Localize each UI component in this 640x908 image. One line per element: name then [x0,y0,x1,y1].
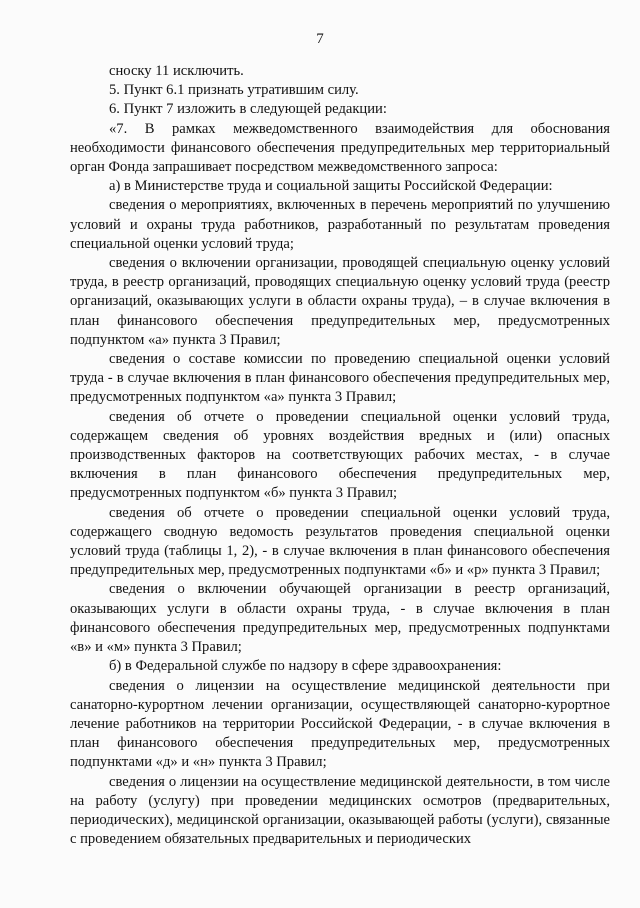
paragraph-commission: сведения о составе комиссии по проведению специальной оценки условий труда - в случае включения в план финансового обеспечения предупредительных мер, предусмотренных подпунктом «а» пункта 3 Правил; [70,351,610,406]
paragraph-clause-7-intro: «7. В рамках межведомственного взаимодействия для обоснования необходимости финансового обеспечения предупредительных мер территориальный орган Фонда запрашивает посредством межведомственного запроса: [70,120,610,176]
document-body [70,62,610,849]
page-number: 7 [316,31,324,47]
paragraph-assessor-registry: сведения о включении организации, проводящей специальную оценку условий труда, в реестр организаций, проводящих специальную оценку условий труда (реестр организаций, оказывающих услуги в области охраны труда), – в случае включения в план финансового обеспечения предупредительных мер, предусмотренных подпунктом «а» пункта 3 Правил; [70,255,610,348]
paragraph-training-org: сведения о включении обучающей организации в реестр организаций, оказывающих услуги в области охраны труда, - в случае включения в план финансового обеспечения предупредительных мер, предусмотренных подпунктами «в» и «м» пункта 3 Правил; [70,581,610,656]
paragraph-measures-list: сведения о мероприятиях, включенных в перечень мероприятий по улучшению условий и охраны труда работников, разработанный по результатам проведения специальной оценки условий труда; [70,197,610,252]
paragraph-report-summary: сведения об отчете о проведении специальной оценки условий труда, содержащего сводную ведомость результатов проведения специальной оценки условий труда (таблицы 1, 2), - в случае включения в план финансового обеспечения предупредительных мер, предусмотренных подпунктами «б» и «р» пункта 3 Правил; [70,504,610,579]
paragraph-medical-license: сведения о лицензии на осуществление медицинской деятельности, в том числе на работу (услугу) при проведении медицинских осмотров (предварительных, периодических), медицинской организации, оказывающей работы (услуги), связанные с проведением обязательных предварительных и периодических [70,773,610,848]
paragraph-subclause-b: б) в Федеральной службе по надзору в сфере здравоохранения: [109,658,502,675]
paragraph-subclause-a: а) в Министерстве труда и социальной защиты Российской Федерации: [109,178,553,195]
paragraph-sanatorium-license: сведения о лицензии на осуществление медицинской деятельности при санаторно-курортном лечении организации, осуществляющей санаторно-курортное лечение работников на территории Российской Федерации, - в случае включения в план финансового обеспечения предупредительных мер, предусмотренных подпунктами «д» и «н» пункта 3 Правил; [70,677,610,771]
paragraph-report-hazards: сведения об отчете о проведении специальной оценки условий труда, содержащем сведения об уровнях воздействия вредных и (или) опасных производственных факторов на соответствующих рабочих местах, - в случае включения в план финансового обеспечения предупредительных мер, предусмотренных подпунктом «б» пункта 3 Правил; [70,408,610,502]
paragraph-item-5: 5. Пункт 6.1 признать утратившим силу. [109,82,359,99]
paragraph-footnote-removal: сноску 11 исключить. [109,63,244,79]
paragraph-item-6: 6. Пункт 7 изложить в следующей редакции: [109,101,387,118]
